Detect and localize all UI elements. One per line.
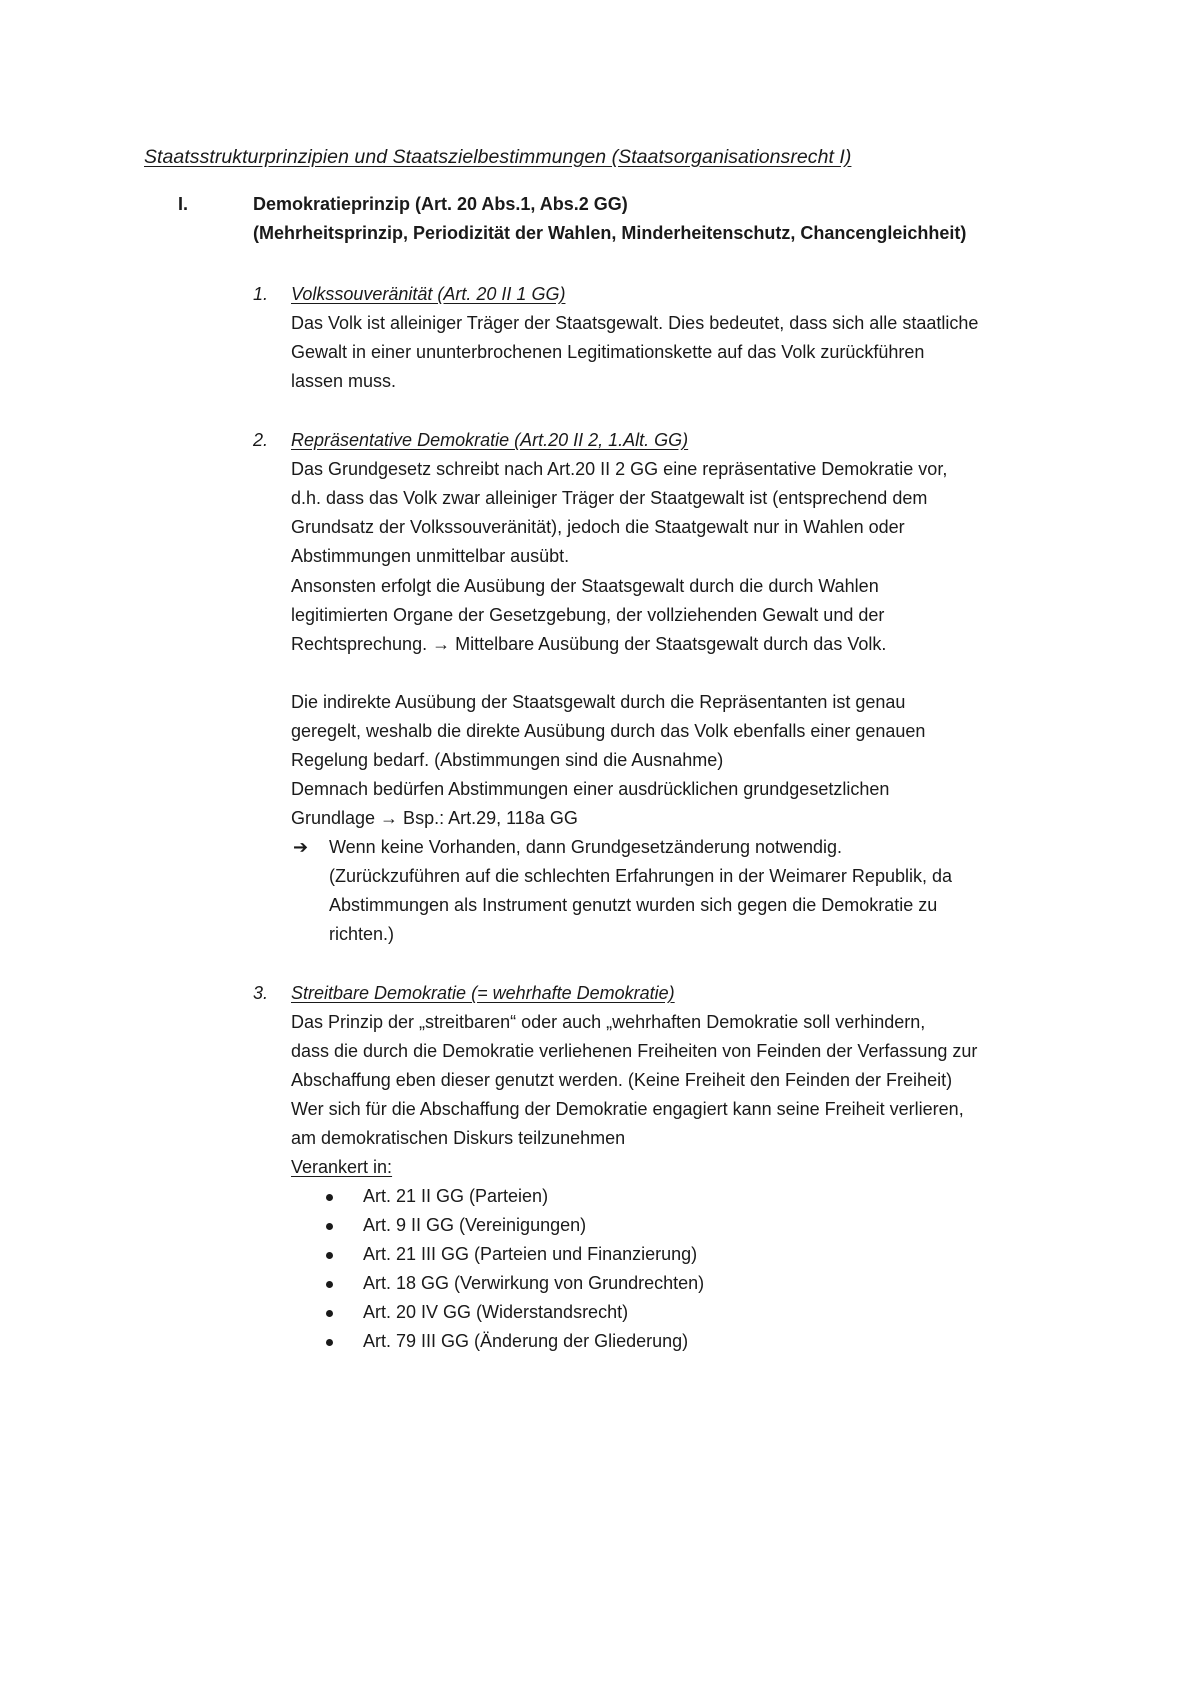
item-3-number: 3.: [253, 983, 269, 1003]
item-2-line: d.h. dass das Volk zwar alleiniger Träger der Staatgewalt ist (entsprechend dem: [291, 488, 928, 508]
bullet-dot-icon: [326, 1252, 333, 1259]
item-2-line: Demnach bedürfen Abstimmungen einer ausdrücklichen grundgesetzlichen: [291, 779, 890, 799]
item-1-number: 1.: [253, 284, 269, 304]
bullet-item: Art. 79 III GG (Änderung der Gliederung): [363, 1331, 689, 1351]
item-1-title: Volkssouveränität (Art. 20 II 1 GG): [291, 284, 566, 304]
bullet-dot-icon: [326, 1223, 333, 1230]
item-1-line: lassen muss.: [291, 371, 397, 391]
bullet-dot-icon: [326, 1281, 333, 1288]
bullet-dot-icon: [326, 1339, 333, 1346]
item-2-title: Repräsentative Demokratie (Art.20 II 2, 1.Alt. GG): [291, 430, 689, 450]
item-2-line: Abstimmungen unmittelbar ausübt.: [291, 546, 570, 566]
item-3-title: Streitbare Demokratie (= wehrhafte Demokratie): [291, 983, 675, 1003]
arrow-note-line: Wenn keine Vorhanden, dann Grundgesetzänderung notwendig.: [329, 837, 843, 857]
section-number: I.: [178, 194, 189, 214]
item-3-line: dass die durch die Demokratie verliehenen Freiheiten von Feinden der Verfassung zur: [291, 1041, 978, 1061]
item-2-line: Grundlage → Bsp.: Art.29, 118a GG: [291, 808, 578, 828]
document-title: Staatsstrukturprinzipien und Staatszielbestimmungen (Staatsorganisationsrecht I): [144, 146, 852, 168]
bullet-item: Art. 20 IV GG (Widerstandsrecht): [363, 1302, 629, 1322]
section-subheading: (Mehrheitsprinzip, Periodizität der Wahlen, Minderheitenschutz, Chancengleichheit): [253, 223, 967, 243]
item-2-line: Rechtsprechung. → Mittelbare Ausübung der Staatsgewalt durch das Volk.: [291, 634, 887, 654]
item-2-line: legitimierten Organe der Gesetzgebung, der vollziehenden Gewalt und der: [291, 605, 885, 625]
bullet-item: Art. 9 II GG (Vereinigungen): [363, 1215, 587, 1235]
item-1-line: Das Volk ist alleiniger Träger der Staatsgewalt. Dies bedeutet, dass sich alle staatliche: [291, 313, 979, 333]
item-1-line: Gewalt in einer ununterbrochenen Legitimationskette auf das Volk zurückführen: [291, 342, 925, 362]
bullet-item: Art. 21 III GG (Parteien und Finanzierung): [363, 1244, 698, 1264]
item-2-number: 2.: [253, 430, 269, 450]
bullet-dot-icon: [326, 1194, 333, 1201]
bullet-dot-icon: [326, 1310, 333, 1317]
item-3-line: Wer sich für die Abschaffung der Demokratie engagiert kann seine Freiheit verlieren,: [291, 1099, 964, 1119]
arrow-note-line: richten.): [329, 924, 395, 944]
bullet-item: Art. 21 II GG (Parteien): [363, 1186, 549, 1206]
section-heading: Demokratieprinzip (Art. 20 Abs.1, Abs.2 GG): [253, 194, 628, 214]
item-2-line: geregelt, weshalb die direkte Ausübung durch das Volk ebenfalls einer genauen: [291, 721, 926, 741]
item-2-line: Ansonsten erfolgt die Ausübung der Staatsgewalt durch die durch Wahlen: [291, 576, 879, 596]
item-2-line: Die indirekte Ausübung der Staatsgewalt durch die Repräsentanten ist genau: [291, 692, 906, 712]
item-2-line: Regelung bedarf. (Abstimmungen sind die Ausnahme): [291, 750, 724, 770]
anchored-label: Verankert in:: [291, 1157, 393, 1177]
item-3-line: am demokratischen Diskurs teilzunehmen: [291, 1128, 626, 1148]
item-3-line: Abschaffung eben dieser genutzt werden. (Keine Freiheit den Feinden der Freiheit): [291, 1070, 953, 1090]
item-3-line: Das Prinzip der „streitbaren“ oder auch „wehrhaften Demokratie soll verhindern,: [291, 1012, 926, 1032]
item-2-line: Das Grundgesetz schreibt nach Art.20 II 2 GG eine repräsentative Demokratie vor,: [291, 459, 948, 479]
bullet-item: Art. 18 GG (Verwirkung von Grundrechten): [363, 1273, 705, 1293]
arrow-bullet-icon: ➔: [293, 837, 309, 857]
arrow-note-line: (Zurückzuführen auf die schlechten Erfahrungen in der Weimarer Republik, da: [329, 866, 952, 886]
item-2-line: Grundsatz der Volkssouveränität), jedoch die Staatgewalt nur in Wahlen oder: [291, 517, 905, 537]
arrow-note-line: Abstimmungen als Instrument genutzt wurden sich gegen die Demokratie zu: [329, 895, 938, 915]
